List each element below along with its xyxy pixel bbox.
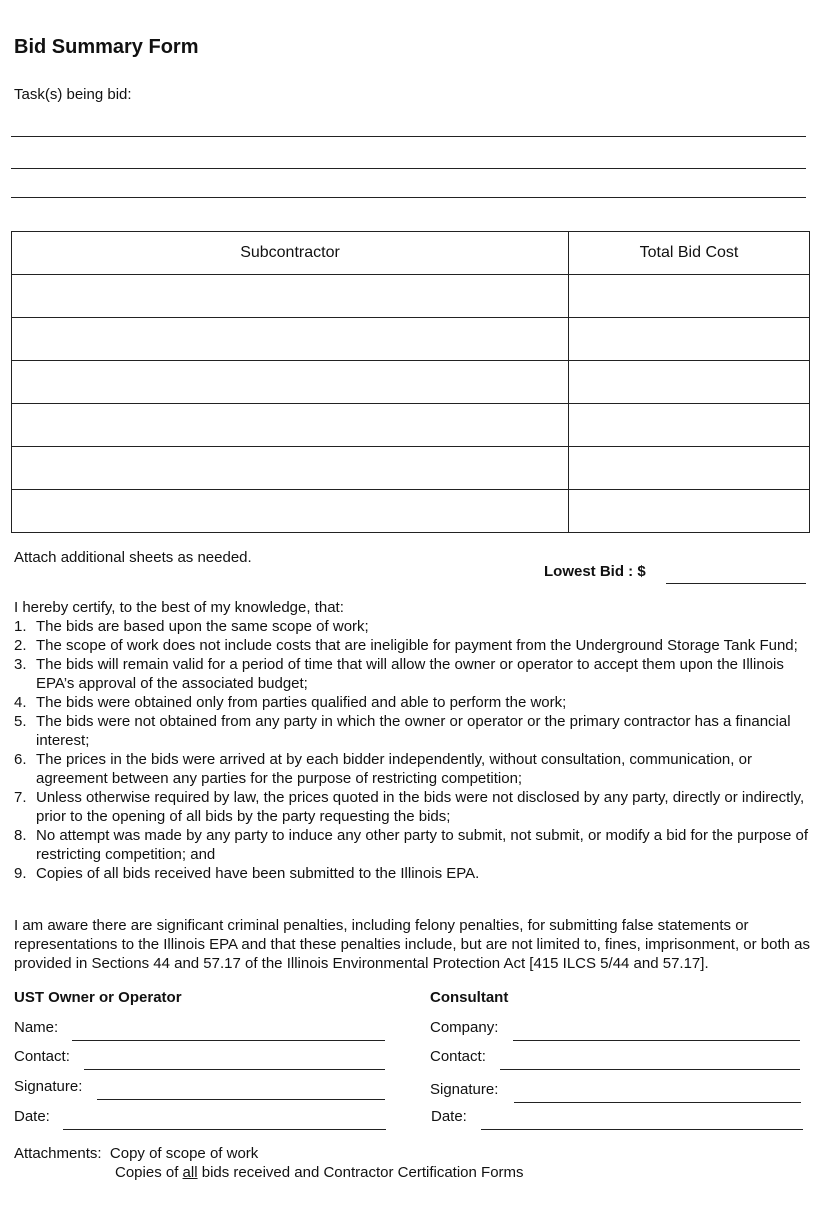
attachment-item-emphasis: all bbox=[182, 1164, 198, 1181]
bid-table bbox=[11, 231, 810, 533]
owner-signature-label: Signature: bbox=[14, 1078, 83, 1095]
subcontractor-cell[interactable] bbox=[12, 490, 569, 533]
item-number: 8. bbox=[14, 827, 27, 844]
subcontractor-cell[interactable] bbox=[12, 404, 569, 447]
subcontractor-header: Subcontractor bbox=[12, 232, 569, 275]
list-item bbox=[14, 826, 810, 864]
table-row bbox=[12, 404, 810, 447]
bid-cost-cell[interactable] bbox=[569, 318, 810, 361]
lowest-bid-field[interactable] bbox=[666, 583, 806, 584]
table-row bbox=[12, 275, 810, 318]
attachments-line-1 bbox=[14, 1144, 524, 1163]
subcontractor-cell[interactable] bbox=[12, 275, 569, 318]
owner-date-label: Date: bbox=[14, 1108, 50, 1125]
item-text: No attempt was made by any party to induce any other party to submit, not submit, or modify a bid for the purpose of restricting competition; and bbox=[36, 827, 809, 863]
owner-contact-field[interactable] bbox=[84, 1069, 385, 1070]
owner-signature-field[interactable] bbox=[97, 1099, 385, 1100]
item-text: The scope of work does not include costs that are ineligible for payment from the Underground Storage Tank Fund; bbox=[36, 637, 798, 654]
consultant-company-label: Company: bbox=[430, 1019, 499, 1036]
bid-cost-cell[interactable] bbox=[569, 275, 810, 318]
tasks-label: Task(s) being bid: bbox=[14, 86, 132, 103]
consultant-contact-field[interactable] bbox=[500, 1069, 800, 1070]
tasks-line-2[interactable] bbox=[11, 168, 806, 169]
page-title: Bid Summary Form bbox=[14, 36, 199, 58]
item-text: The bids were obtained only from parties qualified and able to perform the work; bbox=[36, 694, 567, 711]
item-number: 7. bbox=[14, 789, 27, 806]
attachment-item-text: Copies of bbox=[115, 1164, 183, 1181]
list-item bbox=[14, 693, 810, 712]
list-item bbox=[14, 712, 810, 750]
subcontractor-cell[interactable] bbox=[12, 361, 569, 404]
attachments-line-2 bbox=[14, 1163, 524, 1182]
item-number: 3. bbox=[14, 656, 27, 673]
item-number: 9. bbox=[14, 865, 27, 882]
item-text: The bids are based upon the same scope of work; bbox=[36, 618, 369, 635]
table-row bbox=[12, 361, 810, 404]
item-text: The bids will remain valid for a period of time that will allow the owner or operator to accept them upon the Illinois EPA’s approval of the associated budget; bbox=[36, 656, 784, 692]
consultant-company-field[interactable] bbox=[513, 1040, 800, 1041]
total-bid-cost-header: Total Bid Cost bbox=[569, 232, 810, 275]
attachment-item-text: bids received and Contractor Certification Forms bbox=[197, 1164, 524, 1181]
penalties-statement: I am aware there are significant criminal penalties, including felony penalties, for submitting false statements or representations to the Illinois EPA and that these penalties include, but are not limited to, fines, imprisonment, or both as provided in Sections 44 and 57.17 of the Illinois Environmental Protection Act [415 ILCS 5/44 and 57.17]. bbox=[14, 917, 811, 972]
attach-note: Attach additional sheets as needed. bbox=[14, 549, 252, 566]
list-item bbox=[14, 864, 810, 883]
bid-cost-cell[interactable] bbox=[569, 361, 810, 404]
attachments-label: Attachments: bbox=[14, 1145, 102, 1162]
item-text: The prices in the bids were arrived at by each bidder independently, without consultation, communication, or agreement between any parties for the purpose of restricting competition; bbox=[36, 751, 752, 787]
item-number: 4. bbox=[14, 694, 27, 711]
subcontractor-cell[interactable] bbox=[12, 447, 569, 490]
item-text: Unless otherwise required by law, the prices quoted in the bids were not disclosed by any party, directly or indirectly, prior to the opening of all bids by the party requesting the bids; bbox=[36, 789, 805, 825]
attachments-section bbox=[14, 1144, 524, 1182]
consultant-contact-label: Contact: bbox=[430, 1048, 486, 1065]
table-row bbox=[12, 447, 810, 490]
owner-name-label: Name: bbox=[14, 1019, 59, 1036]
item-number: 6. bbox=[14, 751, 27, 768]
table-row bbox=[12, 490, 810, 533]
owner-heading: UST Owner or Operator bbox=[14, 989, 182, 1006]
item-text: Copies of all bids received have been submitted to the Illinois EPA. bbox=[36, 865, 480, 882]
consultant-signature-label: Signature: bbox=[430, 1081, 499, 1098]
consultant-heading: Consultant bbox=[430, 989, 509, 1006]
owner-name-field[interactable] bbox=[72, 1040, 385, 1041]
certification-section bbox=[14, 598, 810, 883]
bid-cost-cell[interactable] bbox=[569, 404, 810, 447]
owner-contact-label: Contact: bbox=[14, 1048, 70, 1065]
owner-date-field[interactable] bbox=[63, 1129, 386, 1130]
table-row bbox=[12, 318, 810, 361]
item-text: The bids were not obtained from any party in which the owner or operator or the primary contractor has a financial interest; bbox=[36, 713, 791, 749]
list-item bbox=[14, 750, 810, 788]
table-header-row bbox=[12, 232, 810, 275]
bid-cost-cell[interactable] bbox=[569, 490, 810, 533]
certify-intro: I hereby certify, to the best of my knowledge, that: bbox=[14, 599, 344, 616]
consultant-date-field[interactable] bbox=[481, 1129, 803, 1130]
certify-list bbox=[14, 617, 810, 883]
tasks-line-3[interactable] bbox=[11, 197, 806, 198]
item-number: 5. bbox=[14, 713, 27, 730]
list-item bbox=[14, 617, 810, 636]
subcontractor-cell[interactable] bbox=[12, 318, 569, 361]
consultant-signature-field[interactable] bbox=[514, 1102, 801, 1103]
list-item bbox=[14, 788, 810, 826]
item-number: 2. bbox=[14, 637, 27, 654]
attachment-item: Copy of scope of work bbox=[109, 1145, 259, 1162]
consultant-date-label: Date: bbox=[431, 1108, 467, 1125]
bid-cost-cell[interactable] bbox=[569, 447, 810, 490]
item-number: 1. bbox=[14, 618, 27, 635]
list-item bbox=[14, 636, 810, 655]
list-item bbox=[14, 655, 810, 693]
tasks-line-1[interactable] bbox=[11, 136, 806, 137]
lowest-bid-label: Lowest Bid : $ bbox=[544, 563, 646, 580]
